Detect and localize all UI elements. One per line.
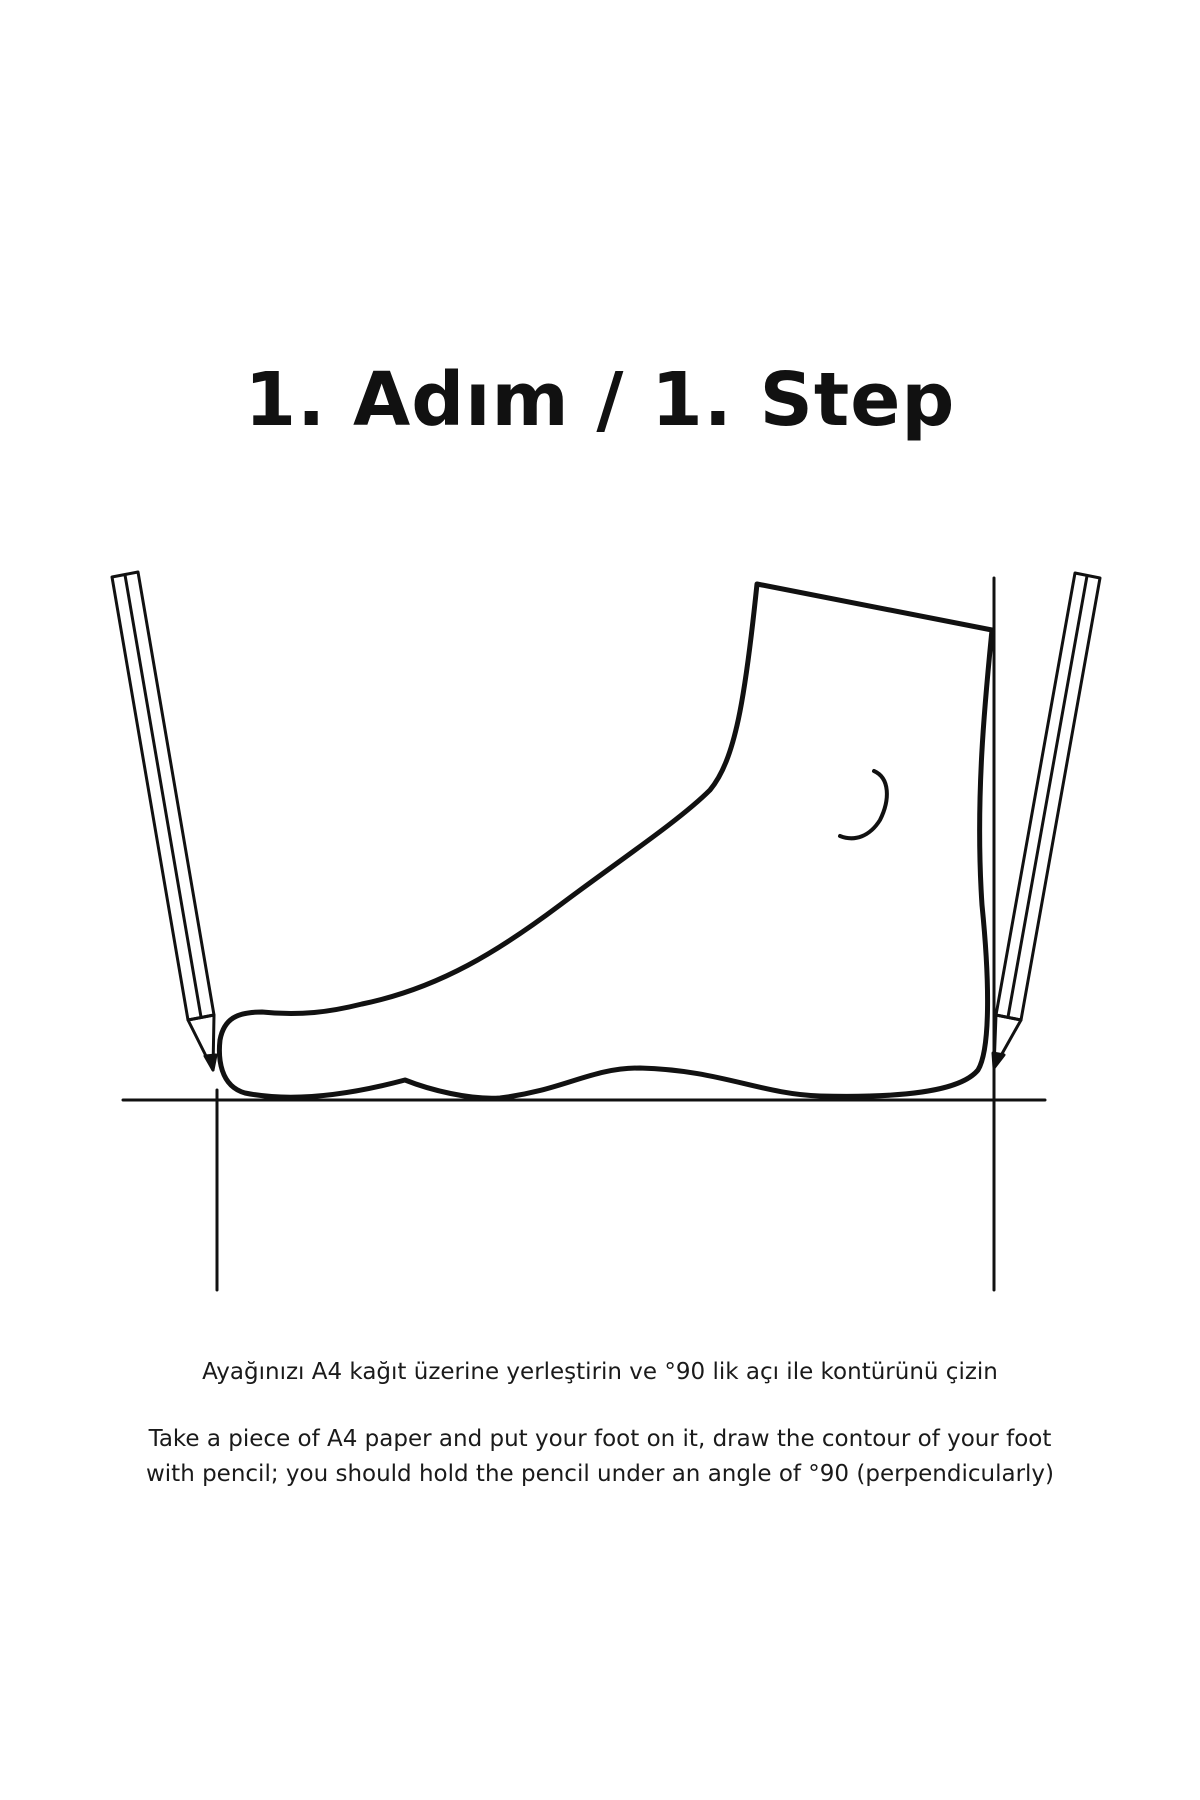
pencil-left-icon xyxy=(112,572,216,1070)
foot-outline xyxy=(219,584,992,1098)
instruction-turkish: Ayağınızı A4 kağıt üzerine yerleştirin ve °90 lik açı ile kontürünü çizin xyxy=(202,1359,998,1385)
ankle-mark xyxy=(840,771,887,838)
page-title: 1. Adım / 1. Step xyxy=(244,357,956,443)
instruction-english xyxy=(0,1422,1200,1492)
instruction-english-line-1: Take a piece of A4 paper and put your foot on it, draw the contour of your foot xyxy=(148,1426,1052,1452)
instruction-english-line-2: with pencil; you should hold the pencil under an angle of °90 (perpendicularly) xyxy=(145,1461,1055,1487)
pencil-right-icon xyxy=(993,573,1100,1068)
